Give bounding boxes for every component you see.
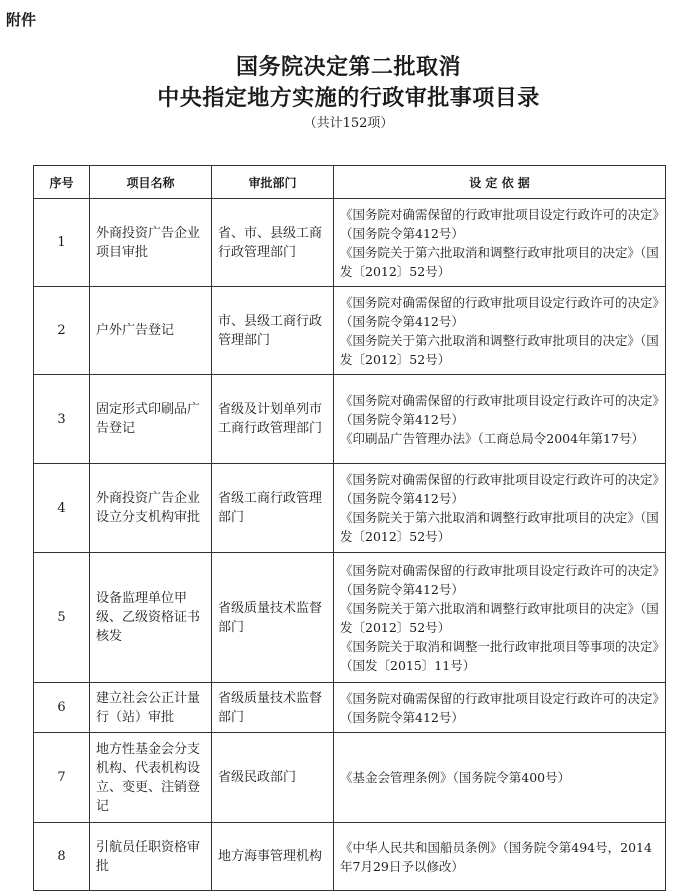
table-row: [34, 375, 666, 464]
row-department: 省级民政部门: [212, 733, 334, 823]
row-index: 3: [34, 375, 90, 464]
table-row: [34, 683, 666, 733]
basis-document: 《国务院对确需保留的行政审批项目设定行政许可的决定》（国务院令第412号）: [340, 206, 659, 241]
page-title-line2: 中央指定地方实施的行政审批事项目录: [157, 85, 540, 111]
table-header-row: [34, 166, 666, 199]
basis-document: 《国务院关于第六批取消和调整行政审批项目的决定》（国发〔2012〕52号）: [340, 600, 659, 635]
page-title-line1: 国务院决定第二批取消: [235, 54, 461, 80]
row-basis: [334, 823, 666, 891]
row-basis: [334, 553, 666, 683]
approval-items-table: [33, 165, 666, 891]
row-department: 地方海事管理机构: [212, 823, 334, 891]
row-basis: [334, 464, 666, 553]
row-department: 省级质量技术监督部门: [212, 683, 334, 733]
table-row: [34, 287, 666, 375]
row-department: 省、市、县级工商行政管理部门: [212, 199, 334, 287]
basis-document: 《国务院关于第六批取消和调整行政审批项目的决定》（国发〔2012〕52号）: [340, 332, 659, 367]
header-department: 审批部门: [212, 166, 334, 199]
row-index: 7: [34, 733, 90, 823]
row-basis: [334, 683, 666, 733]
basis-document: 《国务院对确需保留的行政审批项目设定行政许可的决定》（国务院令第412号）: [340, 392, 659, 427]
row-item-name: 建立社会公正计量行（站）审批: [90, 683, 212, 733]
basis-document: 《基金会管理条例》（国务院令第400号）: [340, 770, 571, 785]
basis-document: 《国务院对确需保留的行政审批项目设定行政许可的决定》（国务院令第412号）: [340, 294, 659, 329]
row-index: 2: [34, 287, 90, 375]
row-item-name: 户外广告登记: [90, 287, 212, 375]
header-item-name: 项目名称: [90, 166, 212, 199]
row-index: 1: [34, 199, 90, 287]
table-row: [34, 553, 666, 683]
basis-document: 《国务院关于取消和调整一批行政审批项目等事项的决定》（国发〔2015〕11号）: [340, 638, 659, 673]
row-item-name: 设备监理单位甲级、乙级资格证书核发: [90, 553, 212, 683]
row-item-name: 外商投资广告企业项目审批: [90, 199, 212, 287]
row-item-name: 外商投资广告企业设立分支机构审批: [90, 464, 212, 553]
row-index: 5: [34, 553, 90, 683]
row-item-name: 地方性基金会分支机构、代表机构设立、变更、注销登记: [90, 733, 212, 823]
basis-document: 《中华人民共和国船员条例》（国务院令第494号，2014年7月29日予以修改）: [340, 839, 652, 874]
basis-document: 《国务院关于第六批取消和调整行政审批项目的决定》（国发〔2012〕52号）: [340, 510, 659, 544]
row-index: 6: [34, 683, 90, 733]
header-index: 序号: [34, 166, 90, 199]
row-basis: [334, 733, 666, 823]
basis-document: 《印刷品广告管理办法》（工商总局令2004年第17号）: [340, 430, 644, 446]
row-basis: [334, 375, 666, 464]
row-item-name: 固定形式印刷品广告登记: [90, 375, 212, 464]
basis-document: 《国务院对确需保留的行政审批项目设定行政许可的决定》（国务院令第412号）: [340, 562, 659, 597]
row-basis: [334, 287, 666, 375]
page-subtitle: （共计152项）: [303, 116, 394, 131]
row-item-name: 引航员任职资格审批: [90, 823, 212, 891]
basis-document: 《国务院对确需保留的行政审批项目设定行政许可的决定》（国务院令第412号）: [340, 472, 659, 506]
table-row: [34, 199, 666, 287]
row-index: 4: [34, 464, 90, 553]
attachment-label: 附件: [6, 11, 37, 29]
header-basis: 设 定 依 据: [334, 166, 666, 199]
row-department: 市、县级工商行政管理部门: [212, 287, 334, 375]
table-row: [34, 464, 666, 553]
basis-document: 《国务院对确需保留的行政审批项目设定行政许可的决定》（国务院令第412号）: [340, 690, 659, 725]
row-department: 省级工商行政管理部门: [212, 464, 334, 553]
row-index: 8: [34, 823, 90, 891]
table-row: [34, 733, 666, 823]
row-department: 省级质量技术监督部门: [212, 553, 334, 683]
row-basis: [334, 199, 666, 287]
basis-document: 《国务院关于第六批取消和调整行政审批项目的决定》（国发〔2012〕52号）: [340, 244, 659, 279]
row-department: 省级及计划单列市工商行政管理部门: [212, 375, 334, 464]
table-row: [34, 823, 666, 891]
